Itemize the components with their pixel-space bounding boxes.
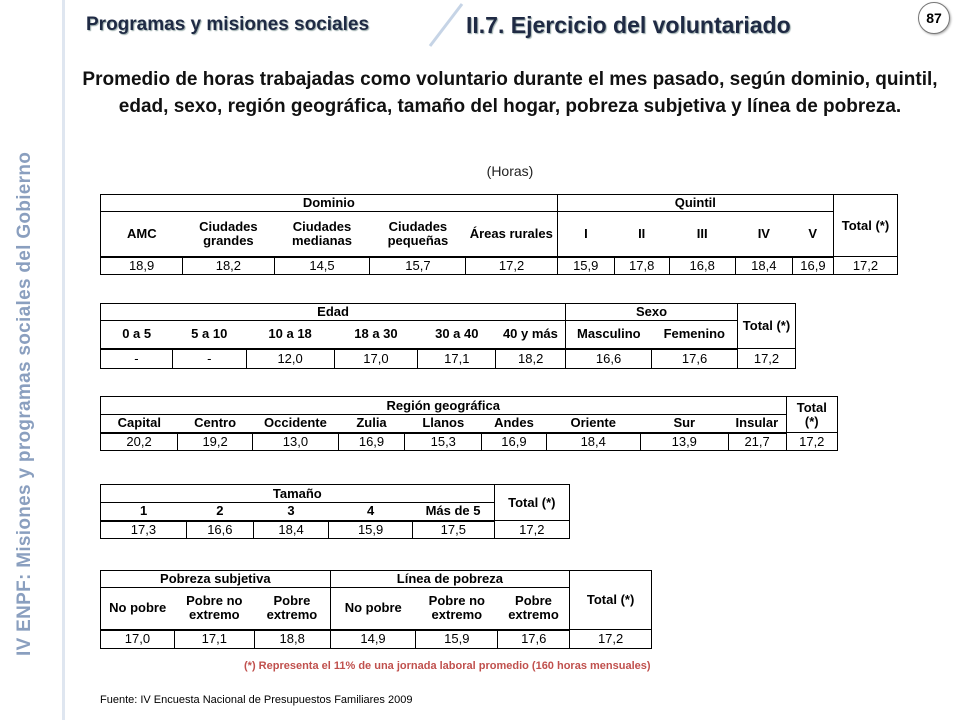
col-header: 10 a 18 <box>246 321 334 349</box>
section-title: Programas y misiones sociales <box>86 14 370 35</box>
cell: 18,4 <box>735 257 792 275</box>
cell-total: 17,2 <box>494 521 569 539</box>
col-header: Sur <box>640 415 728 433</box>
col-header: Masculino <box>566 321 652 349</box>
col-header: V <box>792 212 833 257</box>
cell: 16,6 <box>186 521 253 539</box>
page-title: Promedio de horas trabajadas como voluntario durante el mes pasado, según dominio, quintil, edad, sexo, región geográfica, tamaño del hogar, pobreza subjetiva y línea de pobreza. <box>82 69 938 117</box>
cell: 18,2 <box>496 349 566 369</box>
col-header: 2 <box>186 503 253 521</box>
total-header: Total (*) <box>494 485 569 521</box>
cell: 17,8 <box>614 257 669 275</box>
total-header: Total (*) <box>570 571 652 630</box>
col-header: Occidente <box>253 415 339 433</box>
group-header-pobreza-subjetiva: Pobreza subjetiva <box>101 571 331 588</box>
col-header: 3 <box>253 503 328 521</box>
col-header: Pobre extremo <box>498 588 570 630</box>
group-header-sexo: Sexo <box>566 304 738 321</box>
col-header: 40 y más <box>496 321 566 349</box>
sidebar-divider <box>62 0 65 720</box>
header-slash-divider <box>426 2 466 48</box>
cell: 12,0 <box>246 349 334 369</box>
group-header-dominio: Dominio <box>101 195 558 212</box>
cell: 19,2 <box>178 433 253 451</box>
group-header-region: Región geográfica <box>101 397 787 415</box>
cell: 18,2 <box>183 257 274 275</box>
cell: 15,3 <box>405 433 482 451</box>
footnote: (*) Representa el 11% de una jornada laboral promedio (160 horas mensuales) <box>244 660 651 672</box>
col-header: I <box>557 212 614 257</box>
cell: 16,6 <box>566 349 652 369</box>
col-header: Ciudades pequeñas <box>370 212 466 257</box>
col-header: Pobre no extremo <box>416 588 498 630</box>
cell: - <box>101 349 173 369</box>
cell: 16,8 <box>669 257 735 275</box>
col-header: 4 <box>329 503 413 521</box>
cell: 15,7 <box>370 257 466 275</box>
col-header: Oriente <box>546 415 640 433</box>
col-header: No pobre <box>330 588 416 630</box>
col-header: 30 a 40 <box>418 321 496 349</box>
col-header: Ciudades medianas <box>274 212 370 257</box>
table-tamano <box>100 484 570 539</box>
col-header: Pobre extremo <box>254 588 330 630</box>
col-header: Zulia <box>338 415 404 433</box>
cell: 17,5 <box>412 521 494 539</box>
col-header: Pobre no extremo <box>174 588 254 630</box>
col-header: Ciudades grandes <box>183 212 274 257</box>
col-header: III <box>669 212 735 257</box>
cell-total: 17,2 <box>738 349 796 369</box>
cell: 17,0 <box>101 630 175 649</box>
total-header: Total (*) <box>738 304 796 349</box>
cell: 17,3 <box>101 521 187 539</box>
col-header: Centro <box>178 415 253 433</box>
source-note: Fuente: IV Encuesta Nacional de Presupuestos Familiares 2009 <box>100 694 413 706</box>
cell-total: 17,2 <box>833 257 897 275</box>
col-header: Andes <box>482 415 546 433</box>
col-header: No pobre <box>101 588 175 630</box>
cell: 16,9 <box>792 257 833 275</box>
header <box>62 0 960 50</box>
table-dominio-quintil <box>100 194 898 275</box>
table-pobreza <box>100 570 652 649</box>
cell: 16,9 <box>482 433 546 451</box>
group-header-tamano: Tamaño <box>101 485 495 503</box>
table-region <box>100 396 838 451</box>
cell: - <box>172 349 246 369</box>
cell: 15,9 <box>416 630 498 649</box>
cell: 17,6 <box>652 349 738 369</box>
page-number: 87 <box>918 2 950 34</box>
group-header-edad: Edad <box>101 304 566 321</box>
col-header: AMC <box>101 212 183 257</box>
total-header: Total (*) <box>833 195 897 257</box>
col-header: Más de 5 <box>412 503 494 521</box>
col-header: Llanos <box>405 415 482 433</box>
col-header: 1 <box>101 503 187 521</box>
col-header: 5 a 10 <box>172 321 246 349</box>
cell-total: 17,2 <box>786 433 837 451</box>
col-header: II <box>614 212 669 257</box>
col-header: Insular <box>728 415 786 433</box>
table-edad-sexo <box>100 303 796 369</box>
cell: 13,0 <box>253 433 339 451</box>
cell: 16,9 <box>338 433 404 451</box>
cell-total: 17,2 <box>570 630 652 649</box>
cell: 20,2 <box>101 433 178 451</box>
cell: 13,9 <box>640 433 728 451</box>
cell: 15,9 <box>557 257 614 275</box>
subsection-title: II.7. Ejercicio del voluntariado <box>466 12 791 38</box>
cell: 17,2 <box>466 257 557 275</box>
units-label: (Horas) <box>486 163 534 179</box>
cell: 17,6 <box>498 630 570 649</box>
cell: 17,0 <box>334 349 418 369</box>
cell: 15,9 <box>329 521 413 539</box>
cell: 18,4 <box>253 521 328 539</box>
cell: 14,9 <box>330 630 416 649</box>
group-header-linea-pobreza: Línea de pobreza <box>330 571 570 588</box>
col-header: IV <box>735 212 792 257</box>
total-header: Total (*) <box>786 397 837 433</box>
cell: 17,1 <box>418 349 496 369</box>
col-header: Femenino <box>652 321 738 349</box>
col-header: Áreas rurales <box>466 212 557 257</box>
col-header: Capital <box>101 415 178 433</box>
cell: 18,8 <box>254 630 330 649</box>
cell: 17,1 <box>174 630 254 649</box>
cell: 18,9 <box>101 257 183 275</box>
sidebar-title: IV ENPF: Misiones y programas sociales del Gobierno <box>14 151 35 656</box>
cell: 14,5 <box>274 257 370 275</box>
cell: 18,4 <box>546 433 640 451</box>
col-header: 18 a 30 <box>334 321 418 349</box>
col-header: 0 a 5 <box>101 321 173 349</box>
group-header-quintil: Quintil <box>557 195 833 212</box>
cell: 21,7 <box>728 433 786 451</box>
